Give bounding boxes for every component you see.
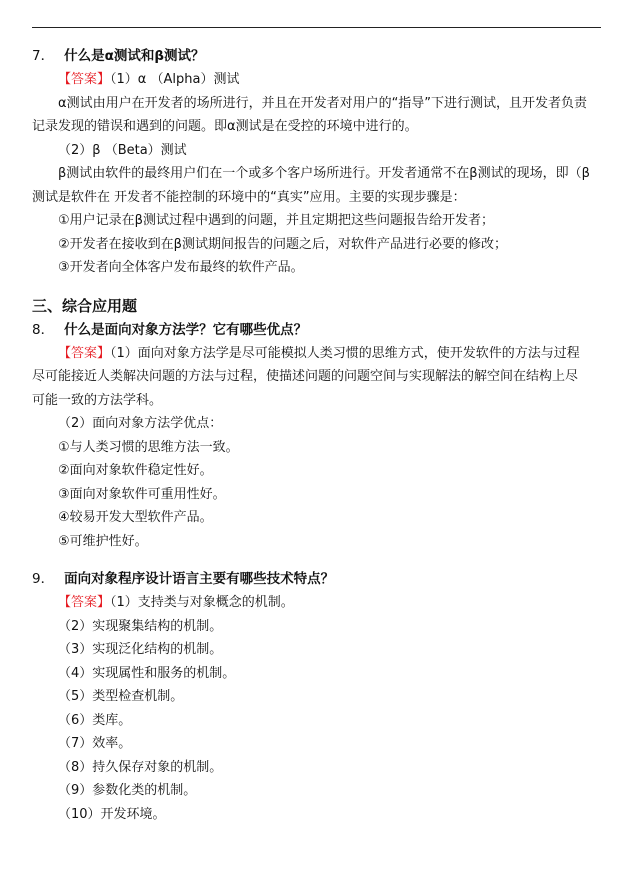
paragraph-line: 测试是软件在 开发者不能控制的环境中的“真实”应用。主要的实现步骤是： — [32, 189, 466, 205]
section-title: 三、综合应用题 — [32, 296, 138, 315]
document-page — [32, 44, 604, 826]
answer-line — [32, 591, 604, 615]
list-item: ④较易开发大型软件产品。 — [58, 510, 213, 525]
question-number: 9． — [32, 571, 55, 587]
list-item: （3）实现泛化结构的机制。 — [58, 642, 223, 657]
list-item: ③开发者向全体客户发布最终的软件产品。 — [58, 260, 304, 275]
question-text: 什么是面向对象方法学？它有哪些优点？ — [64, 321, 308, 338]
list-item: （6）类库。 — [58, 712, 132, 728]
paragraph-line: 尽可能接近人类解决问题的方法与过程，使描述问题的问题空间与实现解法的解空间在结构上尽 — [32, 369, 579, 384]
list-item: （7）效率。 — [58, 736, 132, 751]
question-8 — [32, 318, 604, 342]
answer-tag: 【答案】 — [58, 595, 111, 610]
answer-line — [32, 342, 604, 366]
list-item: （5）类型检查机制。 — [58, 689, 184, 704]
list-item: ⑤可维护性好。 — [58, 533, 148, 549]
list-item: ②开发者在接收到在β测试期间报告的问题之后，对软件产品进行必要的修改； — [58, 236, 507, 252]
question-number: 8． — [32, 321, 55, 338]
paragraph-line: β测试由软件的最终用户们在一个或多个客户场所进行。开发者通常不在β测试的现场，即（β — [58, 166, 590, 181]
list-item: ③面向对象软件可重用性好。 — [58, 486, 226, 502]
paragraph-text: （1）面向对象方法学是尽可能模拟人类习惯的思维方式，使开发软件的方法与过程 — [110, 345, 580, 361]
advantages-heading: （2）面向对象方法学优点： — [58, 416, 223, 431]
answer-tag: 【答案】 — [58, 72, 111, 87]
list-item: （10）开发环境。 — [58, 806, 166, 822]
list-item: （8）持久保存对象的机制。 — [58, 759, 223, 775]
question-text: 什么是α测试和β测试？ — [64, 48, 205, 64]
list-item-text: （1）支持类与对象概念的机制。 — [110, 595, 294, 610]
beta-heading: （2）β （Beta）测试 — [58, 142, 187, 158]
list-item: ①用户记录在β测试过程中遇到的问题，并且定期把这些问题报告给开发者； — [58, 213, 494, 228]
question-7 — [32, 44, 604, 68]
list-item: （9）参数化类的机制。 — [58, 783, 197, 798]
answer-tag: 【答案】 — [58, 345, 111, 361]
question-text: 面向对象程序设计语言主要有哪些技术特点？ — [64, 571, 335, 587]
question-9 — [32, 567, 604, 591]
list-item: ②面向对象软件稳定性好。 — [58, 463, 213, 478]
paragraph-line: 记录发现的错误和遇到的问题。即α测试是在受控的环境中进行的。 — [32, 119, 418, 134]
list-item: （2）实现聚集结构的机制。 — [58, 618, 223, 634]
list-item: ①与人类习惯的思维方法一致。 — [58, 439, 239, 455]
list-item: （4）实现属性和服务的机制。 — [58, 665, 236, 681]
answer-line — [32, 68, 604, 92]
alpha-heading: （1）α （Alpha）测试 — [110, 72, 240, 87]
header-rule — [32, 27, 601, 28]
paragraph-line: α测试由用户在开发者的场所进行，并且在开发者对用户的“指导”下进行测试，且开发者负责 — [58, 95, 588, 111]
paragraph-line: 可能一致的方法学科。 — [32, 392, 163, 408]
question-number: 7． — [32, 48, 55, 64]
